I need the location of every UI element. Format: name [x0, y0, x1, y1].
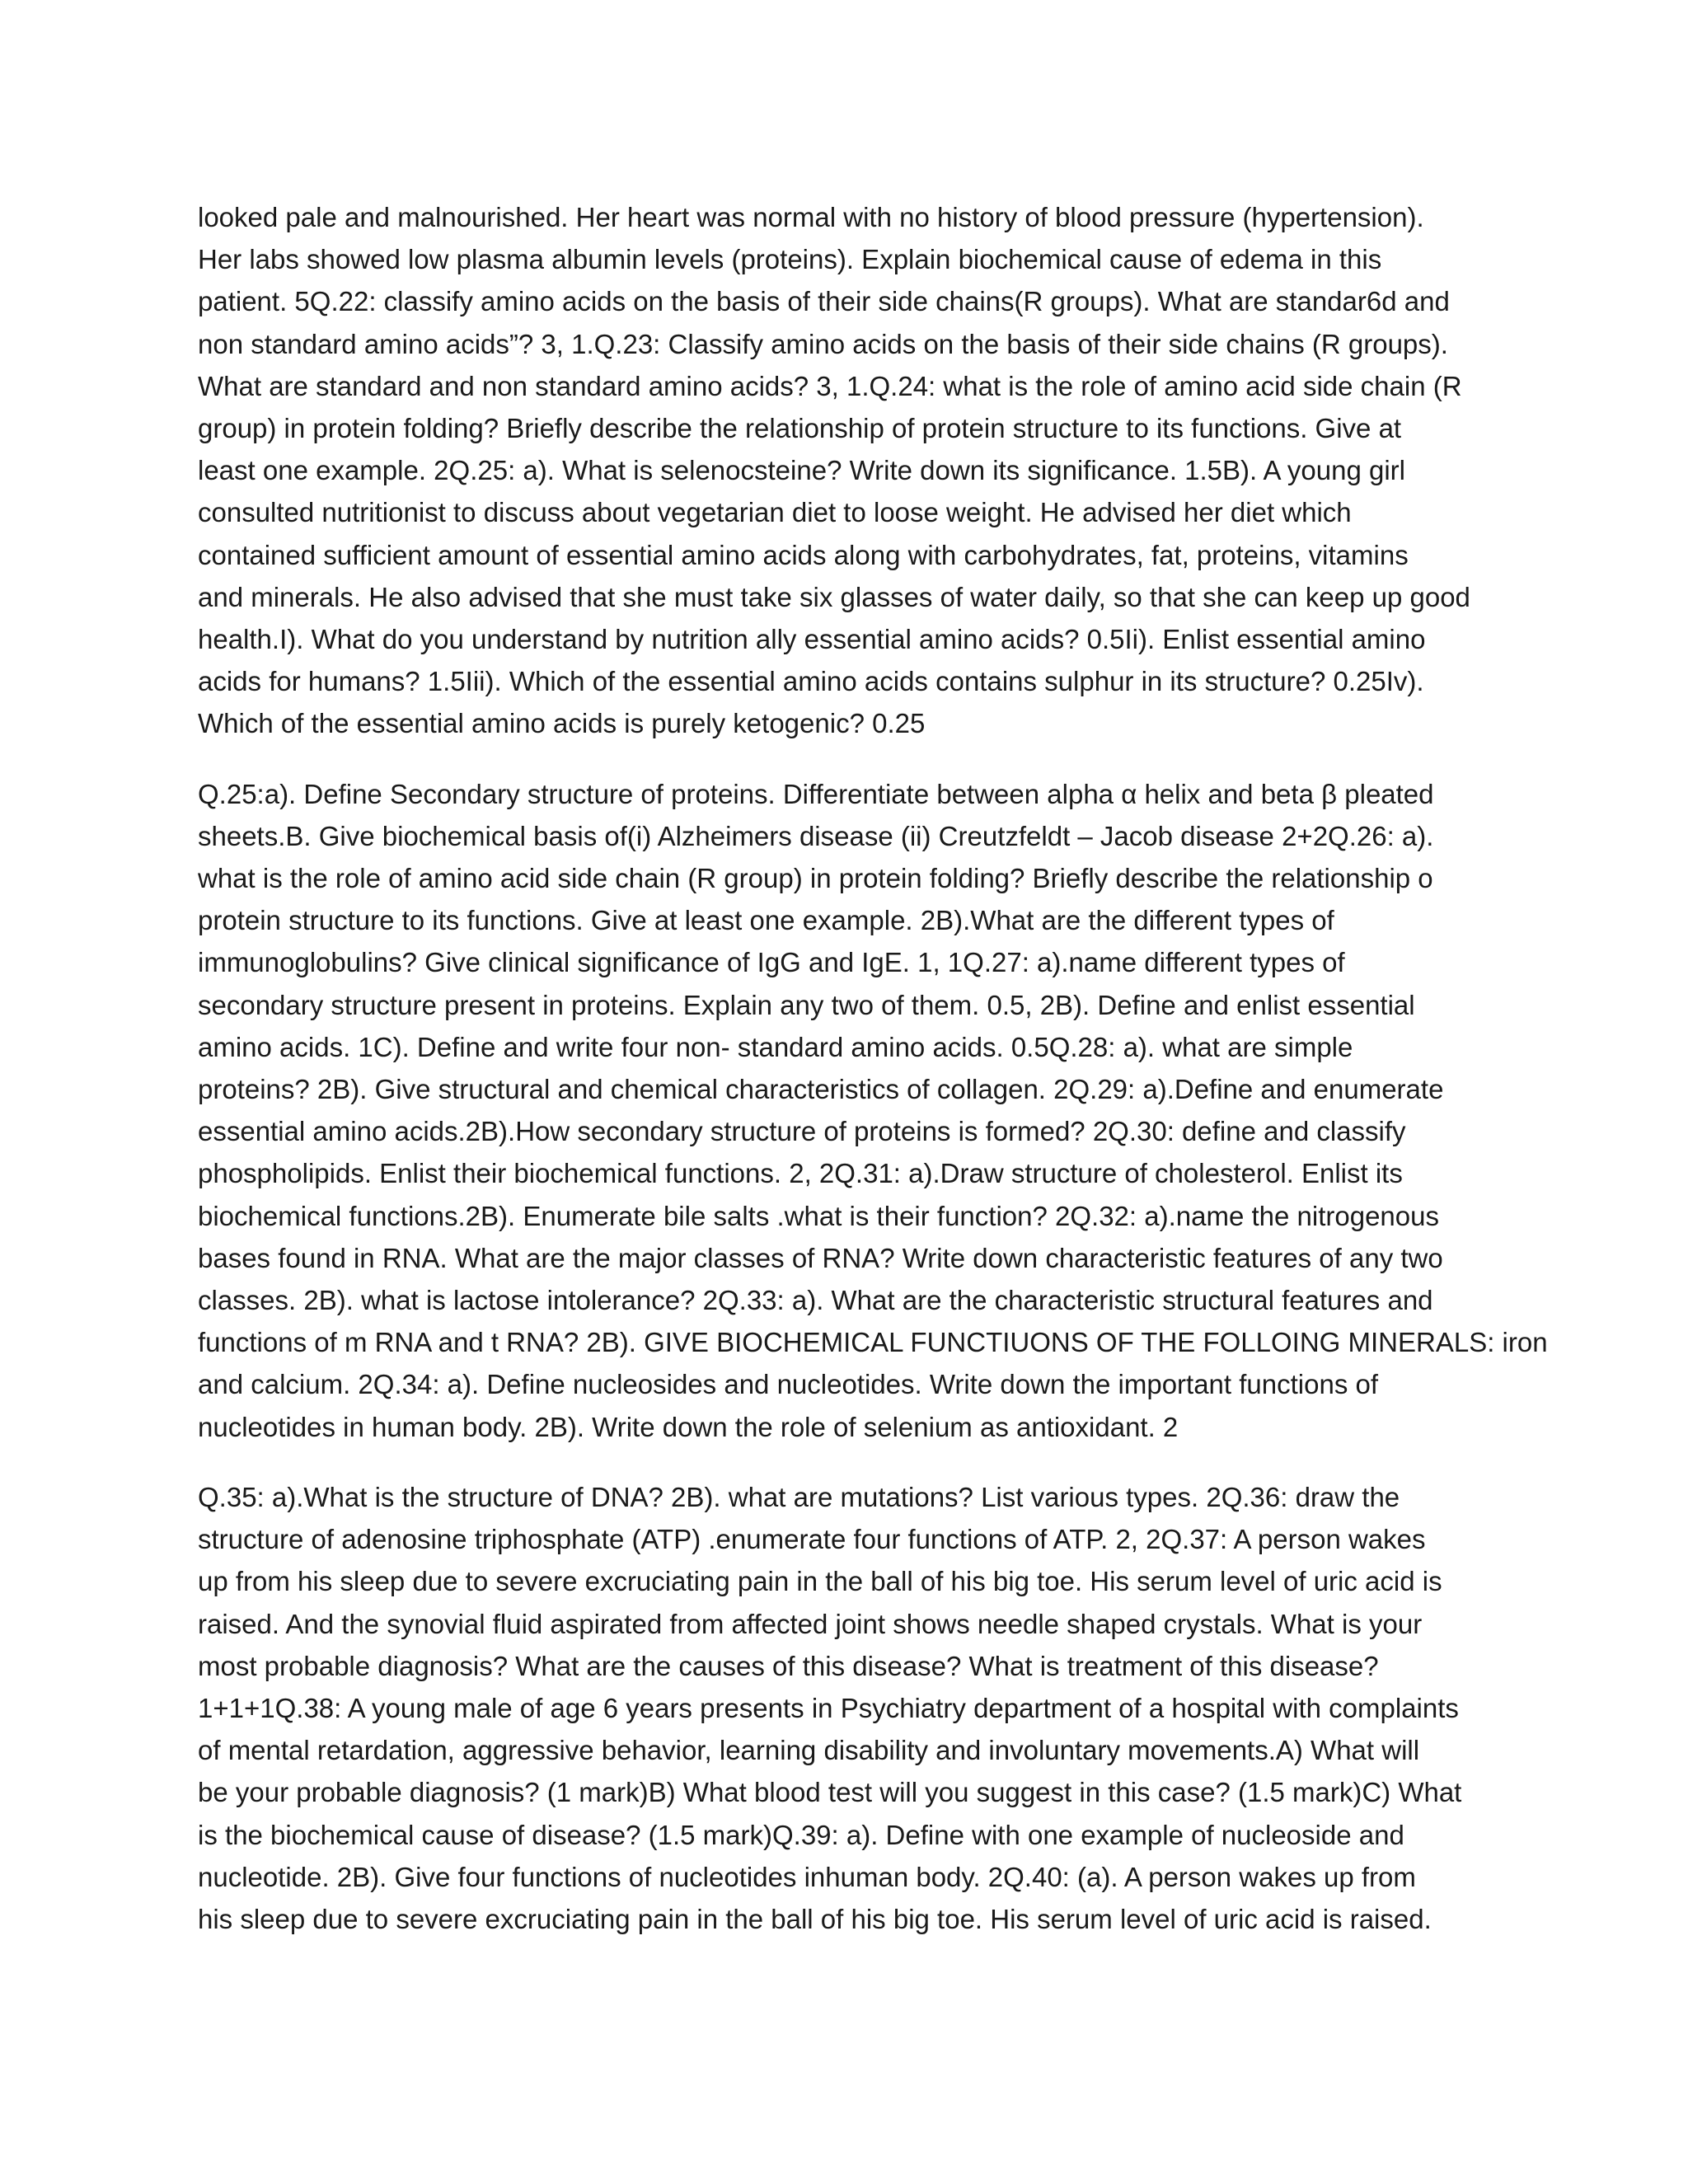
text-line: his sleep due to severe excruciating pain in the ball of his big toe. His serum level of uric acid is raised. [198, 1903, 1432, 1934]
text-line: Q.35: a).What is the structure of DNA? 2B). what are mutations? List various types. 2Q.36: draw the [198, 1481, 1400, 1512]
text-line: sheets.B. Give biochemical basis of(i) Alzheimers disease (ii) Creutzfeldt – Jacob disease 2+2Q.26: a). [198, 820, 1434, 851]
text-line: amino acids. 1C). Define and write four non- standard amino acids. 0.5Q.28: a). what are simple [198, 1031, 1353, 1062]
text-line: looked pale and malnourished. Her heart was normal with no history of blood pressure (hypertension). [198, 202, 1424, 232]
text-line: raised. And the synovial fluid aspirated from affected joint shows needle shaped crystals. What is your [198, 1608, 1423, 1639]
text-line: up from his sleep due to severe excruciating pain in the ball of his big toe. His serum level of uric acid is [198, 1566, 1442, 1597]
document-body [198, 196, 1548, 1968]
text-line: group) in protein folding? Briefly describe the relationship of protein structure to its functions. Give at [198, 413, 1402, 444]
text-line: biochemical functions.2B). Enumerate bile salts .what is their function? 2Q.32: a).name the nitrogenous [198, 1200, 1439, 1231]
text-line: nucleotides in human body. 2B). Write down the role of selenium as antioxidant. 2 [198, 1411, 1179, 1442]
text-line: least one example. 2Q.25: a). What is selenocsteine? Write down its significance. 1.5B). A young girl [198, 455, 1405, 486]
text-line: be your probable diagnosis? (1 mark)B) What blood test will you suggest in this case? (1.5 mark)C) What [198, 1777, 1462, 1808]
text-line: of mental retardation, aggressive behavior, learning disability and involuntary movements.A) What will [198, 1735, 1420, 1766]
text-line: most probable diagnosis? What are the causes of this disease? What is treatment of this disease? [198, 1650, 1379, 1681]
text-line: classes. 2B). what is lactose intolerance? 2Q.33: a). What are the characteristic structural features and [198, 1285, 1433, 1316]
text-line: what is the role of amino acid side chain (R group) in protein folding? Briefly describe the relationship o [198, 863, 1433, 894]
text-line: non standard amino acids”? 3, 1.Q.23: Classify amino acids on the basis of their side chains (R groups). [198, 328, 1448, 359]
text-line: consulted nutritionist to discuss about vegetarian diet to loose weight. He advised her diet which [198, 497, 1352, 528]
text-line: phospholipids. Enlist their biochemical functions. 2, 2Q.31: a).Draw structure of cholesterol. Enlist its [198, 1158, 1403, 1189]
text-line: essential amino acids.2B).How secondary structure of proteins is formed? 2Q.30: define and classify [198, 1116, 1406, 1147]
text-line: Her labs showed low plasma albumin levels (proteins). Explain biochemical cause of edema in this [198, 244, 1382, 275]
text-line: patient. 5Q.22: classify amino acids on the basis of their side chains(R groups). What are standar6d and [198, 286, 1450, 317]
text-line: structure of adenosine triphosphate (ATP) .enumerate four functions of ATP. 2, 2Q.37: A person wakes [198, 1524, 1426, 1555]
text-line: What are standard and non standard amino acids? 3, 1.Q.24: what is the role of amino acid side chain (R [198, 370, 1462, 401]
text-line: proteins? 2B). Give structural and chemical characteristics of collagen. 2Q.29: a).Define and enumerate [198, 1074, 1444, 1105]
text-line: health.I). What do you understand by nutrition ally essential amino acids? 0.5Ii). Enlist essential amino [198, 624, 1426, 655]
text-line: Q.25:a). Define Secondary structure of proteins. Differentiate between alpha α helix and beta β pleated [198, 778, 1434, 809]
paragraph [198, 1476, 1490, 1940]
paragraph [198, 773, 1548, 1448]
text-line: Which of the essential amino acids is purely ketogenic? 0.25 [198, 708, 926, 739]
text-line: secondary structure present in proteins. Explain any two of them. 0.5, 2B). Define and enlist essential [198, 989, 1415, 1020]
text-line: contained sufficient amount of essential amino acids along with carbohydrates, fat, proteins, vitamins [198, 539, 1409, 570]
text-line: immunoglobulins? Give clinical significance of IgG and IgE. 1, 1Q.27: a).name different types of [198, 947, 1345, 978]
paragraph [198, 196, 1490, 745]
text-line: bases found in RNA. What are the major classes of RNA? Write down characteristic features of any two [198, 1242, 1443, 1273]
text-line: and minerals. He also advised that she must take six glasses of water daily, so that she can keep up good [198, 581, 1470, 612]
text-line: is the biochemical cause of disease? (1.5 mark)Q.39: a). Define with one example of nucleoside and [198, 1819, 1404, 1850]
text-line: protein structure to its functions. Give at least one example. 2B).What are the different types of [198, 905, 1334, 936]
text-line: functions of m RNA and t RNA? 2B). GIVE BIOCHEMICAL FUNCTIUONS OF THE FOLLOING MINERALS: iron [198, 1327, 1548, 1358]
text-line: and calcium. 2Q.34: a). Define nucleosides and nucleotides. Write down the important functions of [198, 1369, 1379, 1400]
text-line: 1+1+1Q.38: A young male of age 6 years presents in Psychiatry department of a hospital with complaints [198, 1692, 1459, 1723]
text-line: acids for humans? 1.5Iii). Which of the essential amino acids contains sulphur in its structure? 0.25Iv). [198, 666, 1424, 697]
text-line: nucleotide. 2B). Give four functions of nucleotides inhuman body. 2Q.40: (a). A person wakes up from [198, 1861, 1416, 1892]
